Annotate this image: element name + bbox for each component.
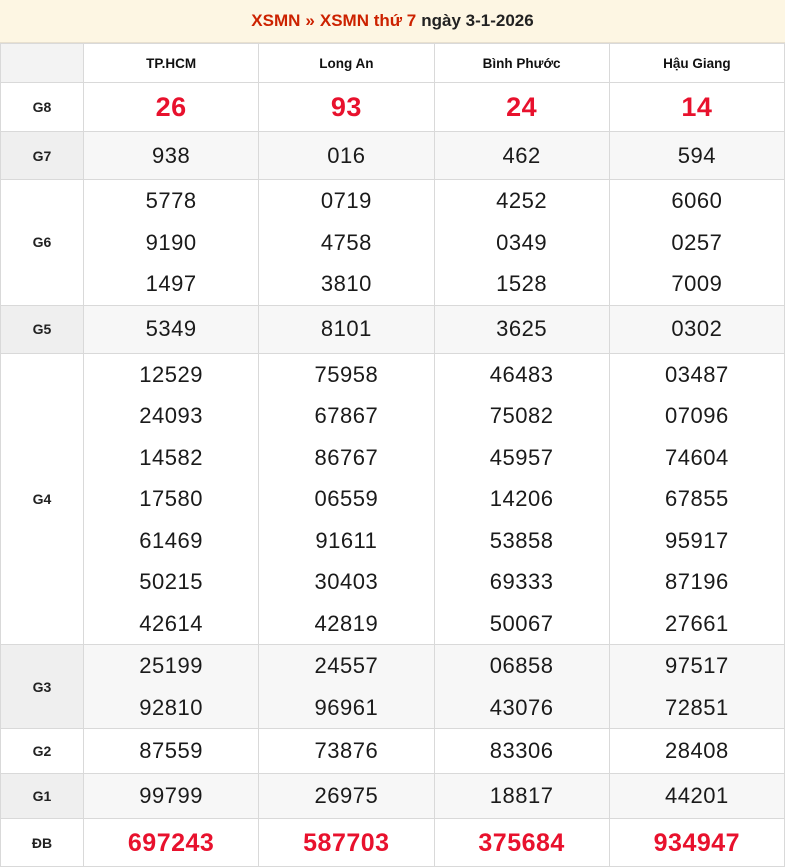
result-number: 3810	[320, 271, 372, 296]
prize-label-g2: G2	[1, 729, 84, 774]
result-number: 30403	[314, 569, 379, 594]
result-number: 95917	[665, 527, 729, 553]
column-header-binh-phuoc[interactable]: Bình Phước	[434, 44, 609, 83]
table-row	[1, 180, 785, 306]
result-cell	[259, 83, 434, 132]
result-number: 26975	[314, 783, 379, 809]
result-cell	[609, 729, 784, 774]
result-number: 26	[155, 92, 187, 122]
result-cell	[84, 645, 259, 729]
result-number: 1528	[496, 271, 548, 296]
result-number: 17580	[139, 486, 203, 511]
lottery-results-table	[0, 43, 785, 867]
result-number: 44201	[665, 783, 729, 809]
result-number: 93	[330, 92, 362, 122]
result-cell	[434, 132, 609, 180]
result-number: 50215	[139, 569, 203, 594]
breadcrumb-separator: »	[305, 11, 315, 30]
result-cell	[259, 132, 434, 180]
result-number: 697243	[127, 828, 215, 857]
result-cell	[434, 774, 609, 819]
result-cell	[609, 305, 784, 353]
result-number: 3625	[496, 316, 548, 342]
prize-label-g7: G7	[1, 132, 84, 180]
result-number: 18817	[489, 783, 554, 809]
table-header	[1, 44, 785, 83]
table-row	[1, 132, 785, 180]
result-cell	[434, 645, 609, 729]
result-cell	[84, 180, 259, 306]
result-cell	[84, 819, 259, 867]
result-cell	[259, 819, 434, 867]
result-cell	[259, 645, 434, 729]
column-header-tphcm[interactable]: TP.HCM	[84, 44, 259, 83]
result-number: 594	[677, 142, 716, 168]
prize-label-g3: G3	[1, 645, 84, 729]
table-row	[1, 819, 785, 867]
result-number: 0257	[671, 229, 723, 255]
result-cell	[84, 132, 259, 180]
result-number: 24557	[314, 653, 379, 678]
result-number: 92810	[139, 694, 203, 720]
result-cell	[84, 353, 259, 645]
result-number: 12529	[139, 361, 203, 387]
result-number: 24	[506, 92, 538, 122]
prize-label-g5: G5	[1, 305, 84, 353]
result-number: 99799	[139, 783, 203, 809]
breadcrumb-site-link[interactable]: XSMN	[251, 11, 301, 30]
result-number: 7009	[671, 271, 723, 296]
result-date: ngày 3-1-2026	[421, 11, 534, 30]
result-number: 46483	[489, 361, 554, 387]
result-number: 45957	[489, 444, 554, 470]
result-number: 14	[681, 92, 713, 122]
result-number: 587703	[303, 828, 390, 857]
result-cell	[84, 774, 259, 819]
result-number: 43076	[489, 694, 554, 720]
column-header-long-an[interactable]: Long An	[259, 44, 434, 83]
result-number: 9190	[145, 229, 197, 255]
result-number: 87196	[665, 569, 729, 594]
result-cell	[84, 305, 259, 353]
result-cell	[609, 180, 784, 306]
result-number: 53858	[489, 527, 554, 553]
result-number: 42614	[139, 610, 203, 636]
prize-label-g1: G1	[1, 774, 84, 819]
result-cell	[434, 353, 609, 645]
table-row	[1, 774, 785, 819]
result-cell	[259, 180, 434, 306]
result-number: 27661	[665, 610, 729, 636]
result-number: 75958	[314, 361, 379, 387]
result-cell	[84, 83, 259, 132]
result-cell	[609, 645, 784, 729]
result-number: 14206	[489, 486, 554, 511]
result-cell	[259, 729, 434, 774]
result-cell	[434, 180, 609, 306]
result-cell	[259, 353, 434, 645]
result-number: 74604	[665, 444, 729, 470]
result-number: 375684	[478, 828, 565, 857]
table-row	[1, 305, 785, 353]
result-number: 06858	[489, 653, 554, 678]
result-cell	[609, 774, 784, 819]
result-number: 07096	[665, 403, 729, 428]
result-number: 69333	[489, 569, 554, 594]
result-number: 4252	[496, 188, 548, 213]
result-number: 50067	[489, 610, 554, 636]
result-number: 938	[152, 142, 191, 168]
result-number: 14582	[139, 444, 203, 470]
result-cell	[259, 305, 434, 353]
result-number: 97517	[665, 653, 729, 678]
table-row	[1, 645, 785, 729]
result-cell	[434, 729, 609, 774]
result-cell	[609, 132, 784, 180]
result-cell	[434, 819, 609, 867]
result-cell	[434, 83, 609, 132]
result-number: 96961	[314, 694, 379, 720]
result-number: 934947	[653, 828, 741, 857]
result-number: 67867	[314, 403, 379, 428]
result-number: 016	[327, 142, 366, 168]
result-cell	[434, 305, 609, 353]
result-number: 462	[502, 142, 541, 168]
result-number: 25199	[139, 653, 203, 678]
result-number: 0349	[496, 229, 548, 255]
prize-label-g8: G8	[1, 83, 84, 132]
page-title[interactable]: XSMN thứ 7	[319, 11, 417, 30]
result-number: 24093	[139, 403, 203, 428]
prize-label-g6: G6	[1, 180, 84, 306]
result-number: 8101	[320, 316, 372, 342]
result-number: 03487	[665, 361, 729, 387]
result-number: 61469	[139, 527, 203, 553]
result-number: 6060	[671, 188, 723, 213]
result-number: 72851	[665, 694, 729, 720]
column-header-hau-giang[interactable]: Hậu Giang	[609, 44, 784, 83]
table-row	[1, 353, 785, 645]
table-row	[1, 729, 785, 774]
result-number: 0719	[320, 188, 372, 213]
prize-label-đb: ĐB	[1, 819, 84, 867]
result-number: 5778	[145, 188, 197, 213]
result-number: 1497	[145, 271, 197, 296]
table-body	[1, 83, 785, 867]
result-number: 87559	[139, 738, 203, 764]
result-cell	[84, 729, 259, 774]
result-number: 83306	[489, 738, 554, 764]
prize-label-g4: G4	[1, 353, 84, 645]
result-number: 86767	[314, 444, 379, 470]
page-header	[0, 0, 785, 43]
result-cell	[259, 774, 434, 819]
result-cell	[609, 819, 784, 867]
result-number: 67855	[665, 486, 729, 511]
result-cell	[609, 83, 784, 132]
result-cell	[609, 353, 784, 645]
result-number: 28408	[665, 738, 729, 764]
result-number: 73876	[314, 738, 379, 764]
result-number: 4758	[320, 229, 372, 255]
result-number: 42819	[314, 610, 379, 636]
table-row	[1, 83, 785, 132]
result-number: 06559	[314, 486, 379, 511]
result-number: 5349	[145, 316, 197, 342]
result-number: 0302	[671, 316, 723, 342]
result-number: 75082	[489, 403, 554, 428]
table-header-row	[1, 44, 785, 83]
result-number: 91611	[315, 527, 378, 553]
corner-cell	[1, 44, 84, 83]
